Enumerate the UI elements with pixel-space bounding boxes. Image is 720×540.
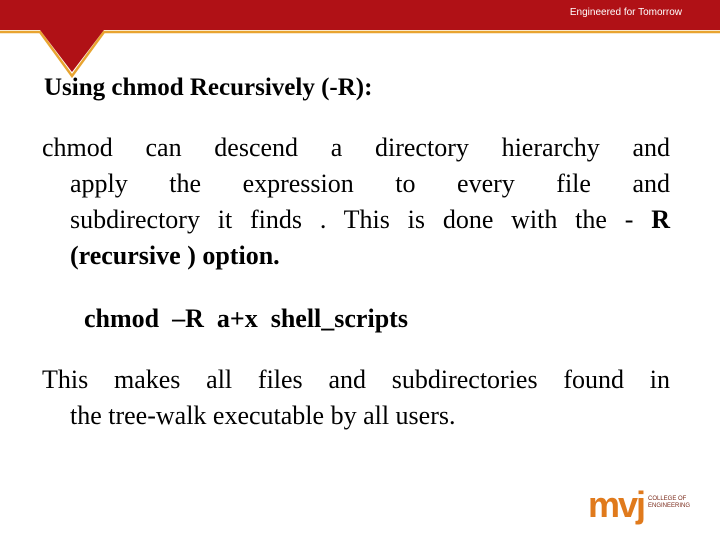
paragraph-explanation (42, 362, 670, 434)
paragraph-line: apply the expression to every file and (70, 169, 670, 198)
paragraph-line: the tree-walk executable by all users. (70, 401, 456, 430)
paragraph-line: (recursive ) option. (70, 241, 280, 270)
logo-mark: mvj (588, 484, 645, 525)
logo-line: ENGINEERING (648, 503, 691, 509)
logo-line: COLLEGE OF (648, 496, 687, 502)
paragraph-description (42, 130, 670, 274)
paragraph-line (42, 202, 670, 238)
college-logo (588, 484, 704, 530)
paragraph-line: chmod can descend a directory hierarchy and (42, 133, 670, 162)
paragraph-line: This makes all files and subdirectories found in (42, 365, 670, 394)
logo-text (648, 496, 690, 510)
paragraph-bold-text: R (651, 205, 670, 234)
slide-title: Using chmod Recursively (-R): (44, 74, 373, 101)
header-tagline: Engineered for Tomorrow (569, 7, 682, 18)
paragraph-text: subdirectory it finds . This is done with the - (70, 205, 652, 234)
command-example: chmod –R a+x shell_scripts (84, 304, 408, 333)
